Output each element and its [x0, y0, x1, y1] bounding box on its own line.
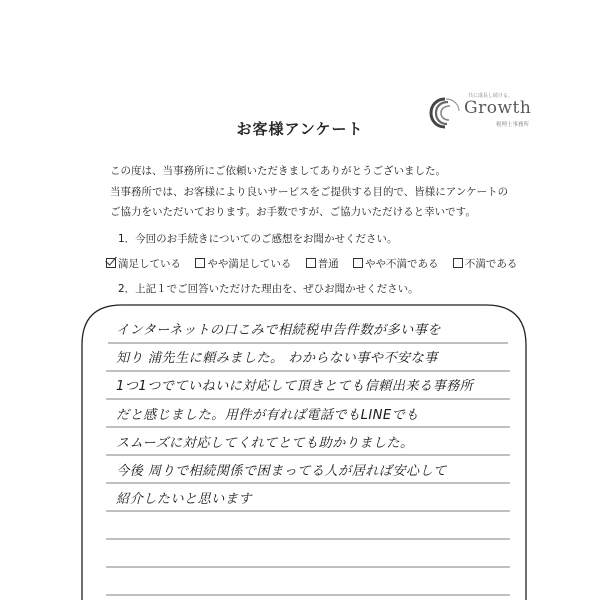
handwritten-line: 紹介したいと思います: [116, 492, 252, 508]
survey-title: お客様アンケート: [236, 120, 364, 138]
question-2: 2．上記１でご回答いただけた理由を、ぜひお聞かせください。: [118, 283, 419, 295]
logo-tagline: 共に成長し続ける。: [468, 93, 514, 99]
option-label: やや満足している: [207, 258, 292, 270]
handwritten-line: 知り 浦先生に頼みました。 わからない事や不安な事: [116, 351, 438, 367]
handwritten-answer: [116, 317, 516, 514]
option-label: 満足している: [118, 258, 181, 270]
intro-line: ご協力をいただいております。お手数ですが、ご協力いただけると幸いです。: [110, 206, 476, 218]
handwritten-line: 1つ1つでていねいに対応して頂きとても信頼出来る事務所: [116, 379, 474, 395]
logo-brand: Growth: [464, 98, 532, 118]
option-label: 不満である: [464, 258, 518, 270]
intro-line: この度は、当事務所にご依頼いただきましてありがとうございました。: [110, 165, 446, 177]
handwritten-line: 今後 周りで相続関係で困まってる人が居れば安心して: [116, 464, 447, 480]
intro-line: 当事務所では、お客様により良いサービスをご提供する目的で、皆様にアンケートの: [110, 185, 509, 198]
option-label: やや不満である: [365, 258, 439, 270]
logo-subtitle: 税理士事務所: [496, 122, 530, 128]
question-1: 1．今回のお手続きについてのご感想をお聞かせください。: [118, 233, 398, 245]
handwritten-line: だと感じました。用件が有れば電話でもLINEでも: [116, 407, 419, 423]
option-label: 普通: [317, 258, 339, 270]
handwritten-line: インターネットの口こみで相続税申告件数が多い事を: [116, 323, 441, 338]
handwritten-line: スムーズに対応してくれてとても助かりました。: [116, 435, 414, 451]
